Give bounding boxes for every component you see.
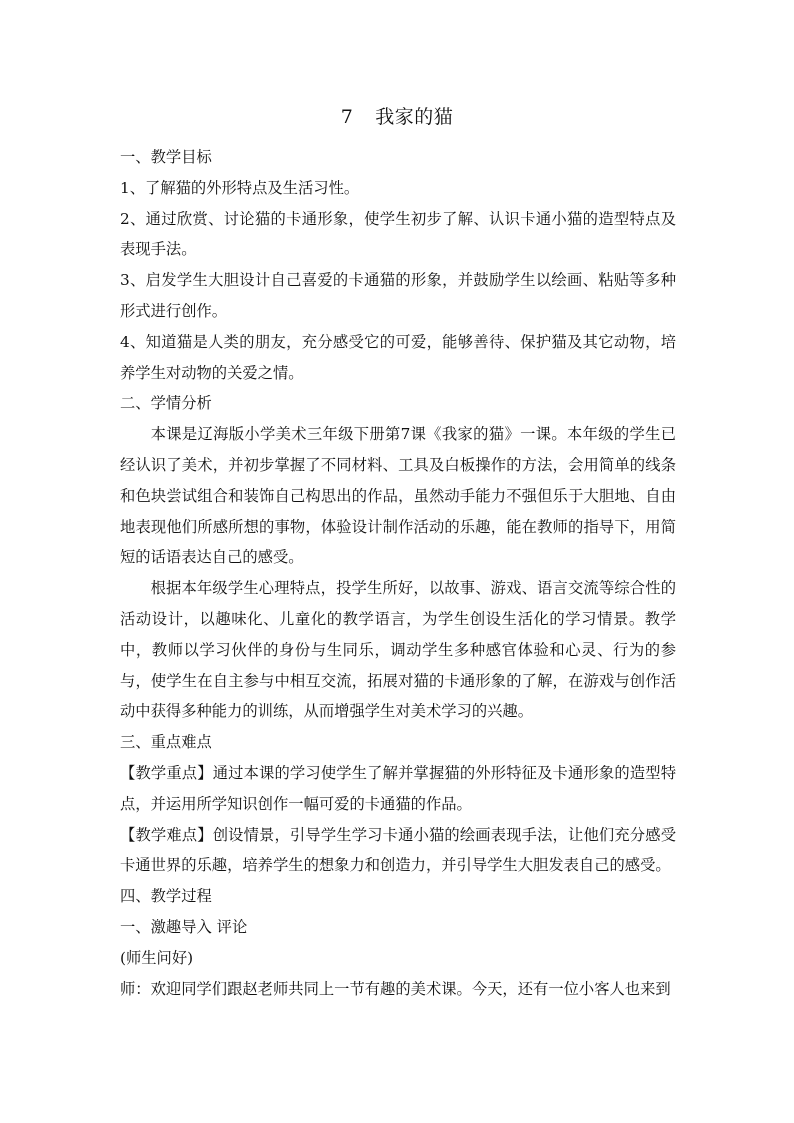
goal-item-1: 1、了解猫的外形特点及生活习性。: [120, 178, 360, 197]
teacher-dialogue: 师：欢迎同学们跟赵老师共同上一节有趣的美术课。今天，还有一位小客人也来到: [120, 979, 671, 998]
stage-note: (师生问好): [120, 948, 194, 967]
heading-teaching-process: 四、教学过程: [120, 887, 212, 906]
key-point-paragraph: 【教学重点】通过本课的学习使学生了解并掌握猫的外形特征及卡通形象的造型特点，并运用所学知识创作一幅可爱的卡通猫的作品。: [120, 763, 676, 813]
difficult-point-paragraph: 【教学难点】创设情景，引导学生学习卡通小猫的绘画表现手法，让他们充分感受卡通世界的乐趣，培养学生的想象力和创造力，并引导学生大胆发表自己的感受。: [120, 825, 676, 875]
analysis-paragraph-1: 本课是辽海版小学美术三年级下册第7课《我家的猫》一课。本年级的学生已经认识了美术，并初步掌握了不同材料、工具及白板操作的方法，会用简单的线条和色块尝试组合和装饰自己构思出的作品，虽然动手能力不强但乐于大胆地、自由地表现他们所感所想的事物，体验设计制作活动的乐趣，能在教师的指导下，用简短的话语表达自己的感受。: [120, 425, 676, 567]
lesson-title: 我家的猫: [375, 106, 454, 128]
document-title: [0, 103, 794, 131]
heading-student-analysis: 二、学情分析: [120, 394, 212, 413]
document-body: [120, 142, 676, 1004]
heading-key-points: 三、重点难点: [120, 733, 212, 752]
goal-item-2: 2、通过欣赏、讨论猫的卡通形象，使学生初步了解、认识卡通小猫的造型特点及表现手法。: [120, 209, 676, 259]
heading-introduction: 一、激趣导入 评论: [120, 917, 248, 936]
lesson-number: 7: [340, 106, 354, 128]
heading-teaching-goals: 一、教学目标: [120, 148, 212, 166]
goal-item-3: 3、启发学生大胆设计自己喜爱的卡通猫的形象，并鼓励学生以绘画、粘贴等多种形式进行创作。: [120, 271, 676, 320]
analysis-paragraph-2: 根据本年级学生心理特点，投学生所好，以故事、游戏、语言交流等综合性的活动设计，以趣味化、儿童化的教学语言，为学生创设生活化的学习情景。教学中，教师以学习伙伴的身份与生同乐，调动学生多种感官体验和心灵、行为的参与，使学生在自主参与中相互交流，拓展对猫的卡通形象的了解，在游戏与创作活动中获得多种能力的训练，从而增强学生对美术学习的兴趣。: [120, 579, 676, 721]
goal-item-4: 4、知道猫是人类的朋友，充分感受它的可爱，能够善待、保护猫及其它动物，培养学生对动物的关爱之情。: [120, 332, 676, 382]
